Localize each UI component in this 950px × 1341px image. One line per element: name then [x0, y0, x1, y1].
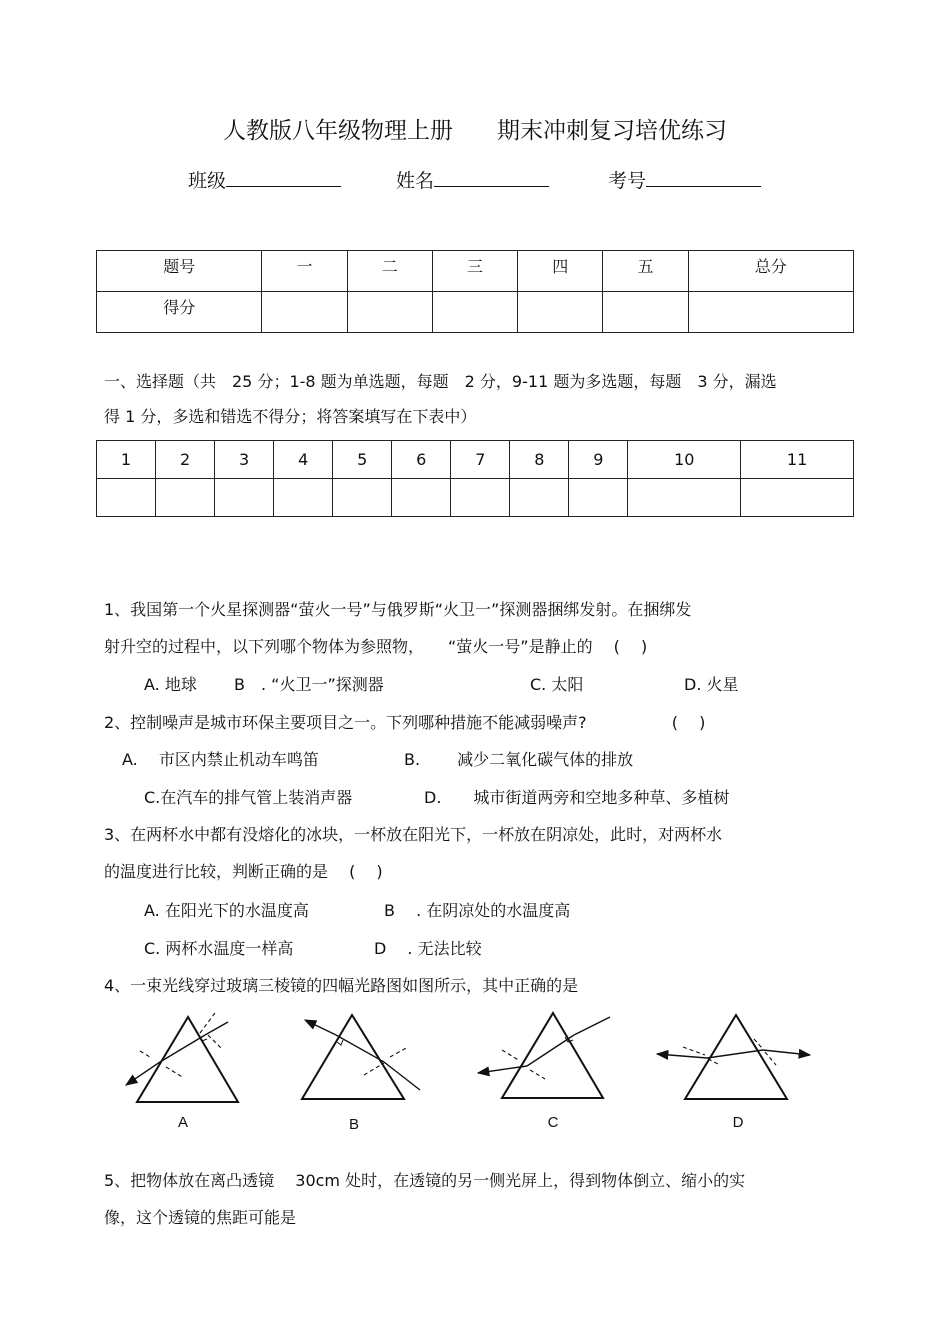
q3-option-d: D . 无法比较: [374, 939, 482, 958]
answer-cell[interactable]: [569, 479, 628, 517]
answer-cell[interactable]: [741, 479, 854, 517]
answer-cell[interactable]: [628, 479, 741, 517]
score-header-cell: 总分: [688, 251, 853, 292]
number-field[interactable]: [608, 166, 761, 193]
score-cell[interactable]: [262, 292, 347, 333]
prism-diagram-c: [478, 1013, 610, 1098]
q1-stem-line1: 1、我国第一个火星探测器“萤火一号”与俄罗斯“火卫一”探测器捆绑发射。在捆绑发: [104, 600, 692, 619]
prism-diagram-b: [302, 1015, 420, 1099]
q1-option-b: B . “火卫一”探测器: [234, 675, 384, 694]
diagram-label-d: D: [732, 1114, 744, 1131]
score-cell[interactable]: [347, 292, 432, 333]
name-field[interactable]: [396, 166, 549, 193]
q1-stem-line2: 射升空的过程中，以下列哪个物体为参照物， “萤火一号”是静止的 ( ): [104, 637, 648, 656]
q3-option-c: C. 两杯水温度一样高: [144, 939, 294, 958]
answer-cell[interactable]: [274, 479, 333, 517]
score-cell[interactable]: [432, 292, 517, 333]
name-label: 姓名: [396, 170, 435, 192]
answer-number: 6: [392, 441, 451, 479]
answer-number: 4: [274, 441, 333, 479]
class-blank[interactable]: [226, 166, 341, 187]
score-cell[interactable]: [518, 292, 603, 333]
q2-stem-line1: 2、控制噪声是城市环保主要项目之一。下列哪种措施不能减弱噪声? ( ): [104, 713, 706, 732]
prism-diagram-d: [657, 1015, 810, 1099]
score-table-score-row: [97, 292, 854, 333]
score-row-label: 得分: [97, 292, 262, 333]
answer-cell[interactable]: [392, 479, 451, 517]
answer-number: 1: [97, 441, 156, 479]
answer-number: 3: [215, 441, 274, 479]
name-blank[interactable]: [434, 166, 549, 187]
prism-diagrams: [0, 995, 950, 1140]
score-header-cell: 二: [347, 251, 432, 292]
score-header-cell: 一: [262, 251, 347, 292]
score-table: [96, 250, 854, 333]
answer-cell[interactable]: [97, 479, 156, 517]
number-blank[interactable]: [646, 166, 761, 187]
answer-number: 2: [156, 441, 215, 479]
section1-instructions-line1: 一、选择题（共 25 分；1-8 题为单选题，每题 2 分，9-11 题为多选题，每题 3 分，漏选: [104, 372, 777, 391]
q2-option-c: C.在汽车的排气管上装消声器: [144, 788, 353, 807]
answer-number: 5: [333, 441, 392, 479]
q5-stem-line2: 像，这个透镜的焦距可能是: [104, 1208, 297, 1227]
prism-diagram-a: [126, 1013, 238, 1102]
answer-cell[interactable]: [156, 479, 215, 517]
answer-table-number-row: [97, 441, 854, 479]
diagram-label-c: C: [547, 1114, 559, 1131]
q1-option-d: D. 火星: [684, 675, 739, 694]
answer-cell[interactable]: [510, 479, 569, 517]
score-header-cell: 三: [432, 251, 517, 292]
score-cell[interactable]: [603, 292, 688, 333]
q3-stem-line1: 3、在两杯水中都有没熔化的冰块，一杯放在阳光下，一杯放在阴凉处，此时，对两杯水: [104, 825, 723, 844]
score-header-cell: 四: [518, 251, 603, 292]
answer-cell[interactable]: [215, 479, 274, 517]
q1-option-c: C. 太阳: [530, 675, 584, 694]
q2-option-a: A. 市区内禁止机动车鸣笛: [122, 750, 319, 769]
score-header-cell: 题号: [97, 251, 262, 292]
answer-number: 9: [569, 441, 628, 479]
class-label: 班级: [188, 170, 227, 192]
q3-option-a: A. 在阳光下的水温度高: [144, 901, 309, 920]
answer-table: [96, 440, 854, 517]
answer-number: 7: [451, 441, 510, 479]
q3-stem-line2: 的温度进行比较，判断正确的是 ( ): [104, 862, 383, 881]
diagram-label-a: A: [177, 1114, 189, 1131]
answer-number: 10: [628, 441, 741, 479]
q4-stem-line1: 4、一束光线穿过玻璃三棱镜的四幅光路图如图所示，其中正确的是: [104, 976, 579, 995]
q2-option-d: D. 城市街道两旁和空地多种草、多植树: [424, 788, 730, 807]
answer-number: 8: [510, 441, 569, 479]
answer-table-answer-row: [97, 479, 854, 517]
answer-cell[interactable]: [451, 479, 510, 517]
answer-number: 11: [741, 441, 854, 479]
title-part2: 期末冲刺复习培优练习: [497, 118, 727, 144]
answer-cell[interactable]: [333, 479, 392, 517]
q5-stem-line1: 5、把物体放在离凸透镜 30cm 处时，在透镜的另一侧光屏上，得到物体倒立、缩小的实: [104, 1171, 746, 1190]
diagram-label-b: B: [348, 1116, 360, 1133]
q2-option-b: B. 减少二氧化碳气体的排放: [404, 750, 634, 769]
title-part1: 人教版八年级物理上册: [223, 118, 453, 144]
score-cell[interactable]: [688, 292, 853, 333]
section1-instructions-line2: 得 1 分，多选和错选不得分；将答案填写在下表中）: [104, 407, 477, 426]
score-table-header-row: [97, 251, 854, 292]
score-header-cell: 五: [603, 251, 688, 292]
page-title: [0, 112, 950, 145]
number-label: 考号: [608, 170, 647, 192]
class-field[interactable]: [188, 166, 341, 193]
q1-option-a: A. 地球: [144, 675, 197, 694]
q3-option-b: B . 在阴凉处的水温度高: [384, 901, 571, 920]
